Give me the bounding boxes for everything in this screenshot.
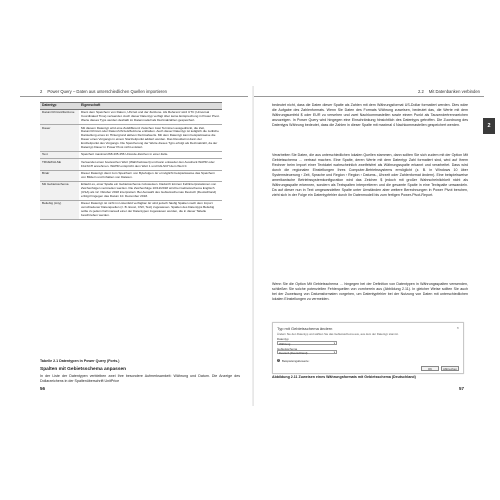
table-cell-property: Dieser Datentyp ist nicht im Listenfeld verfügbar. Er wird jedoch häufig Spalten nach dem Import verschiedener Datenquellen (z. B. Excel, CSV, Text) zugewiesen. Spalten des Datentyps Beliebig sollte zu jedem Fall manuell einer der Datentypen zugewiesen werden, die in dieser Tabelle beschrieben werden. <box>79 200 222 219</box>
table-header-property: Eigenschaft <box>79 103 222 110</box>
datatype-table <box>40 102 222 220</box>
datatype-select-value: Währung <box>279 341 291 346</box>
table-row <box>40 152 222 159</box>
dialog-description: Ändern Sie den Datentyp und wählen Sie das Gebietsschema aus, aus dem der Datentyp stammt. <box>277 331 399 336</box>
right-running-head-title: Mit Datenbanken verbinden <box>428 88 480 94</box>
chapter-tab: 2 <box>483 118 495 134</box>
right-body-paragraph-3: Wenn Sie die Option Mit Gebietsschema … hingegen bei der Definition von Datentypen in Währungsspalten verwenden, schließen Sie solche potenziellen Fehlerquellen von vornherein aus (Abbildung 2.11). In gleicher Weise sollten Sie auch bei der Zuweisung von Datumsformaten vorgehen, um Datentypfehler bei der Nutzung von Daten mit unterschiedlichen lokalen Einstellungen zu vermeiden. <box>272 282 468 301</box>
ok-button[interactable]: OK <box>421 366 439 371</box>
locale-select[interactable] <box>277 350 337 354</box>
datatype-select[interactable] <box>277 341 337 345</box>
table-cell-property: Dient dem Speichern von Datum, Uhrzeit und der Zeitzone. Als Referenz wird UTC (Universal Coordinated Time) verwendet. Auch dieser Datentyp verfügt über keine Entsprechung in Power Pivot. Werte dieses Typs werden deshalb im Datenmodell als Dezimalzahlen gespeichert. <box>79 110 222 125</box>
left-running-head <box>20 86 248 97</box>
table-cell-property: Speichert maximal 268.435.456 Unicode-Zeichen in einer Zelle. <box>79 152 222 159</box>
table-row <box>40 159 222 170</box>
table-row <box>40 181 222 200</box>
table-cell-datatype: TRUE/FALSE <box>40 159 79 170</box>
figure-caption: Abbildung 2.11 Zuweisen eines Währungsformats mit Gebietsschema (Deutschland) <box>272 375 416 379</box>
locale-label: Gebietsschema <box>277 346 298 351</box>
table-caption: Tabelle 2.1 Datentypen in Power Query (Forts.) <box>40 359 120 363</box>
left-page <box>20 86 252 406</box>
table-cell-datatype: Binär <box>40 170 79 181</box>
left-page-number: 56 <box>40 386 46 391</box>
chevron-down-icon: ▾ <box>333 341 335 345</box>
right-running-head <box>254 86 484 97</box>
table-cell-property: Mit diesem Datentyp wird eine Zeitdifferenz zwischen zwei Terminen ausgedrückt, die Zeit, Datum/Uhrzeit oder Datum/Uhrzeit/Zeitzone enthalten. Auch dieser Datentyp ist lediglich die zeitliche Darstellung eines im Hintergrund aktiven Dezimalwerts. Mit dem Datentyp kann beispielsweise die Dauer eines Vorgangs in einem Startzeitpunkt addiert werden. Das Resultat ist dann der Endzeitpunkt des Vorgangs. Die Speicherung der Werte dieses Typs erfolgt als Dezimalzahl, da der Datentyp Dauer in Power Pivot nicht existiert. <box>79 125 222 152</box>
table-row <box>40 110 222 125</box>
table-header-datatype: Datentyp <box>40 103 79 110</box>
right-page <box>254 86 484 406</box>
section-heading: Spalten mit Gebietsschema anpassen <box>40 367 127 372</box>
locale-select-value: Deutsch (Deutschland) <box>279 351 308 355</box>
left-body-paragraph: In der Liste der Datentypen verbleiben zwei Ihre besondere Aufmerksamkeit: Währung und Datum. Die Anzeige des Dollarzeichens in der Spaltenüberschrift UnitPrice <box>40 374 240 383</box>
dialog-title: Typ mit Gebietsschema ändern <box>277 326 333 331</box>
close-icon[interactable]: × <box>456 325 459 330</box>
sample-values-text: Beispieleingabewerte: <box>282 358 310 363</box>
info-icon: i <box>278 358 279 362</box>
left-chapter-number: 2 <box>40 88 43 94</box>
table-cell-property: Verwendet einen booleschen Wert (Wahrheitswert) und kann entweder den Ausdruck WAHR oder FALSCH annehmen. WAHR entspricht dem Wert 1 und FALSCH dem Wert 0. <box>79 159 222 170</box>
table-cell-datatype: Text <box>40 152 79 159</box>
left-running-head-title: Power Query – Daten aus unterschiedlichen Quellen importieren <box>47 88 167 94</box>
table-header-row <box>40 103 222 110</box>
table-row <box>40 125 222 152</box>
table-cell-datatype: Datum/Uhrzeit/Zeitzone <box>40 110 79 125</box>
table-cell-datatype: Mit Gebietsschema <box>40 181 79 200</box>
table-cell-property: Dieser Datentyp dient zum Speichern von Bytefolgen. Er ermöglicht beispielsweise das Speichern von Bildern und Inhalten von Dateien. <box>79 170 222 181</box>
table-cell-datatype: Dauer <box>40 125 79 152</box>
right-body-paragraph-1: bedeutet nicht, dass die Daten dieser Spalte als Zahlen mit dem Währungsformat US-Dollar formatiert werden. Dies wäre die Aufgabe des Zahlenformats. Wenn Sie Daten des Formats Währung zuweisen, bedeutet das, die Werte mit dem Währungsumfeld $ oder EUR zu versehen und zwei Nachkommastellen sowie einem Punkt als Tausendertrennzeichen anzuzeigen. In Power Query wird hingegen eine Einschränkung hinsichtlich des Datentyps getroffen. Die Zuordnung des Datentyps Währung bedeutet, dass die Zahlen in dieser Spalte mit maximal 4 Nachkommastellen gespeichert werden. <box>272 103 468 127</box>
datatype-label: Datentyp <box>277 337 289 341</box>
table-row <box>40 200 222 219</box>
right-section-number: 2.2 <box>417 88 424 94</box>
change-type-dialog <box>272 322 464 374</box>
right-body-paragraph-2: Verarbeiten Sie Daten, die aus unterschiedlichen lokalen Quellen stammen, dann sollten Sie sich zudem mit der Option Mit Gebietsschema … vertraut machen. Eine Spalte, deren Werte mit dem Datentyp Zahl formatiert sind, wird auf Ihrem Rechner beim Import einer Textdatei wahrscheinlich zweifelsfrei als Währungsspalte erkannt und verarbeitet. Dass wird durch die regionalen Einstellungen Ihres Computer-Betriebssystems ermöglicht (z. B. in Windows 10 über Systemsteuerung › Zeit, Sprache und Region › Region › Datums-, Uhrzeit oder Zahlenformat ändern). Eine beispielsweise amerikanische Betriebssystemkonfiguration wird das Zeichen $ jedoch mit großer Wahrscheinlichkeit nicht als Währungsspalte erkennen, sondern als Textspalten interpretieren und die gesamte Spalte in eine Textspalte umwandeln. Da auf dieser nun in Text umgewandelten Spalte unter Umständen aber weitere Berechnungen in Power Pivot beruhen, zieht sich in der Folge ein Datentypfehler durch Ihr Datenmodell bis zum fertigen Power-Pivot-Report. <box>272 153 468 197</box>
table-cell-datatype: Beliebig (Any) <box>40 200 79 219</box>
right-page-number: 57 <box>459 386 465 391</box>
table-cell-property: Erlaubt es, einer Spalte ein Gebietsschema zuzuweisen. Dadurch können Fehlinterpretationen von Zeichenfolgen vermieden werden. Die Zeichenfolge 10/12/2018 wird bei Gebietsschema Englisch (USA) als 12. Oktober 2018 interpretiert. Bei Auswahl des Gebietsschemas Deutsch (Deutschland) erfolgt hingegen das Datum 10. Dezember 2018. <box>79 181 222 200</box>
table-row <box>40 170 222 181</box>
cancel-button[interactable]: Abbrechen <box>441 366 459 371</box>
chevron-down-icon: ▾ <box>333 351 335 354</box>
